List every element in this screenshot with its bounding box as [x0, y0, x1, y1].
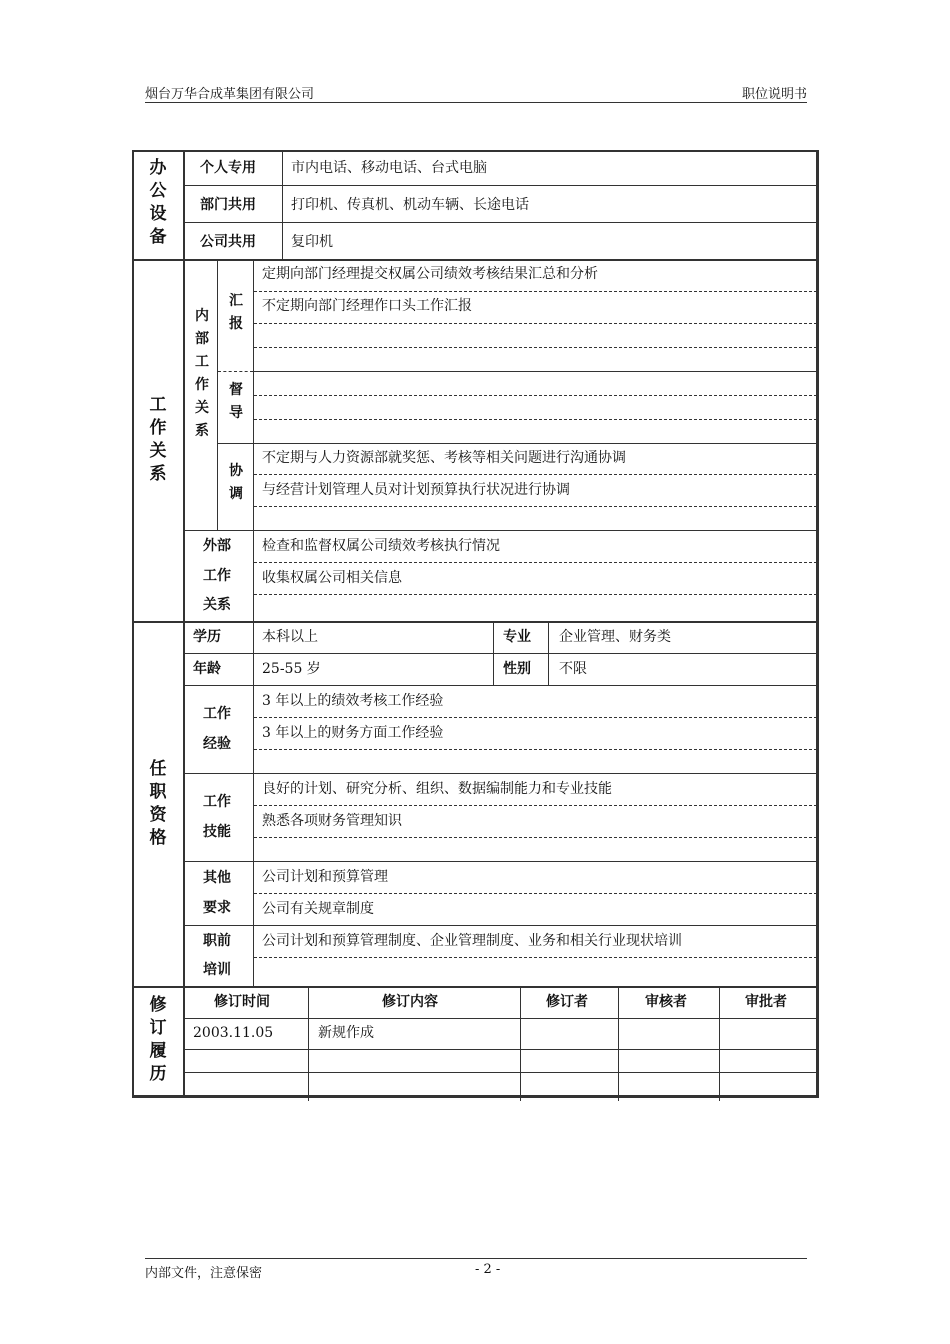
- revision-row-content: 新规作成: [318, 1025, 374, 1041]
- report-item-2: 不定期向部门经理作口头工作汇报: [262, 298, 472, 314]
- grid-line: [184, 653, 817, 654]
- report-item-1: 定期向部门经理提交权属公司绩效考核结果汇总和分析: [262, 266, 598, 282]
- grid-line-dashed: [254, 805, 817, 806]
- section-divider: [132, 621, 818, 623]
- grid-line-dashed: [254, 323, 817, 324]
- grid-line-dashed: [254, 347, 817, 348]
- grid-line-dashed: [254, 419, 817, 420]
- external-label-2: 工作: [203, 568, 231, 584]
- other-item-1: 公司计划和预算管理: [262, 869, 388, 885]
- grid-line: [184, 773, 817, 774]
- office-value-company: 复印机: [291, 234, 333, 250]
- revision-section-title: 修订履历: [149, 995, 167, 1084]
- qualification-section-title: 任职资格: [149, 759, 167, 848]
- grid-line: [184, 861, 817, 862]
- relations-section-title: 工作关系: [149, 395, 167, 484]
- company-name: 烟台万华合成革集团有限公司: [145, 87, 315, 102]
- grid-line: [184, 1018, 817, 1019]
- grid-line-dashed: [254, 291, 817, 292]
- age-label: 年龄: [193, 661, 221, 677]
- skills-label-1: 工作: [203, 794, 231, 810]
- gender-label: 性别: [503, 661, 531, 677]
- grid-line-dashed: [254, 749, 817, 750]
- grid-line: [184, 530, 817, 531]
- education-value: 本科以上: [262, 629, 318, 645]
- revision-col-content: 修订内容: [382, 994, 438, 1010]
- grid-line-dashed: [254, 594, 817, 595]
- page-header: [145, 80, 807, 103]
- confidential-note: 内部文件，注意保密: [145, 1266, 263, 1281]
- page-footer: [145, 1258, 807, 1281]
- external-label-1: 外部: [203, 538, 231, 554]
- grid-line: [184, 185, 817, 186]
- office-value-department: 打印机、传真机、机动车辆、长途电话: [291, 197, 529, 213]
- revision-row-date: 2003.11.05: [193, 1025, 274, 1041]
- grid-line: [254, 371, 817, 372]
- skills-item-1: 良好的计划、研究分析、组织、数据编制能力和专业技能: [262, 781, 612, 797]
- grid-line: [548, 622, 549, 686]
- grid-line: [493, 622, 494, 686]
- table-shadow-bottom: [132, 1095, 818, 1098]
- grid-line: [282, 150, 283, 260]
- grid-line-dashed: [254, 717, 817, 718]
- grid-line: [618, 987, 619, 1101]
- grid-line: [308, 987, 309, 1101]
- education-label: 学历: [193, 629, 221, 645]
- grid-line-dashed: [254, 837, 817, 838]
- office-value-personal: 市内电话、移动电话、台式电脑: [291, 160, 487, 176]
- supervise-label: 督导: [229, 382, 243, 421]
- external-item-2: 收集权属公司相关信息: [262, 570, 402, 586]
- coordinate-item-2: 与经营计划管理人员对计划预算执行状况进行协调: [262, 482, 570, 498]
- gender-value: 不限: [559, 661, 587, 677]
- other-item-2: 公司有关规章制度: [262, 901, 374, 917]
- coordinate-label: 协调: [229, 463, 243, 502]
- grid-line: [184, 1049, 817, 1050]
- page-number: - 2 -: [475, 1262, 501, 1277]
- major-label: 专业: [503, 629, 531, 645]
- external-item-1: 检查和监督权属公司绩效考核执行情况: [262, 538, 500, 554]
- grid-line: [719, 987, 720, 1101]
- grid-line-dashed: [254, 395, 817, 396]
- training-label-1: 职前: [203, 933, 231, 949]
- office-label-company: 公司共用: [200, 234, 256, 250]
- coordinate-item-1: 不定期与人力资源部就奖惩、考核等相关问题进行沟通协调: [262, 450, 626, 466]
- grid-line: [217, 260, 218, 530]
- section-divider: [132, 986, 818, 988]
- training-item-1: 公司计划和预算管理制度、企业管理制度、业务和相关行业现状培训: [262, 933, 682, 949]
- experience-item-1: 3 年以上的绩效考核工作经验: [262, 693, 444, 709]
- grid-line: [218, 443, 817, 444]
- external-label-3: 关系: [203, 597, 231, 613]
- grid-line-dashed: [254, 562, 817, 563]
- other-label-2: 要求: [203, 900, 231, 916]
- skills-label-2: 技能: [203, 824, 231, 840]
- section-divider: [132, 259, 818, 261]
- grid-line: [184, 685, 817, 686]
- table-shadow-right: [816, 150, 819, 1098]
- grid-line-dashed: [218, 371, 253, 372]
- document-title: 职位说明书: [741, 87, 807, 102]
- office-section-title: 办公设备: [149, 158, 167, 247]
- office-label-department: 部门共用: [200, 197, 256, 213]
- revision-col-reviser: 修订者: [546, 994, 588, 1010]
- grid-line-dashed: [254, 474, 817, 475]
- grid-line: [184, 925, 817, 926]
- grid-line: [253, 260, 254, 622]
- grid-line: [520, 987, 521, 1101]
- grid-line-dashed: [254, 506, 817, 507]
- grid-line-dashed: [254, 957, 817, 958]
- grid-line-dashed: [254, 893, 817, 894]
- major-value: 企业管理、财务类: [559, 629, 671, 645]
- grid-line: [184, 1072, 817, 1073]
- revision-col-approver: 审批者: [745, 994, 787, 1010]
- age-value: 25-55 岁: [262, 661, 321, 677]
- grid-line: [184, 222, 817, 223]
- revision-col-date: 修订时间: [214, 994, 270, 1010]
- internal-relations-label: 内部工作关系: [195, 308, 209, 439]
- experience-label-2: 经验: [203, 736, 231, 752]
- training-label-2: 培训: [203, 962, 231, 978]
- other-label-1: 其他: [203, 870, 231, 886]
- experience-item-2: 3 年以上的财务方面工作经验: [262, 725, 444, 741]
- report-label: 汇报: [229, 293, 243, 332]
- experience-label-1: 工作: [203, 706, 231, 722]
- skills-item-2: 熟悉各项财务管理知识: [262, 813, 402, 829]
- revision-col-reviewer: 审核者: [645, 994, 687, 1010]
- office-label-personal: 个人专用: [200, 160, 256, 176]
